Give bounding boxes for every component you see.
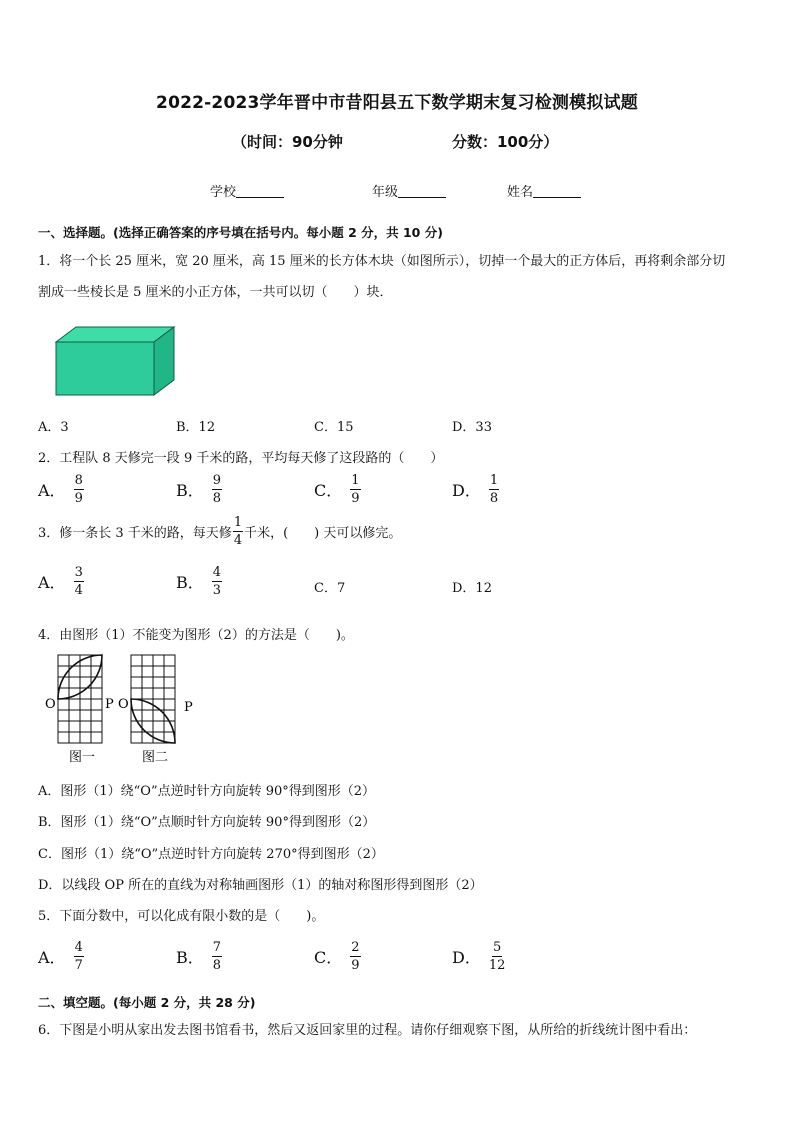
denominator: 12 xyxy=(488,958,506,973)
denominator: 8 xyxy=(212,491,222,506)
numerator: 2 xyxy=(351,940,360,955)
grade-label: 年级 xyxy=(372,185,399,200)
fraction xyxy=(350,474,360,505)
fraction xyxy=(489,941,506,972)
q2-option-b[interactable] xyxy=(176,474,222,505)
section1-heading: 一、选择题。(选择正确答案的序号填在括号内。每小题 2 分，共 10 分) xyxy=(38,225,443,240)
q3-option-a[interactable] xyxy=(38,566,84,597)
q3-option-c[interactable]: C．7 xyxy=(314,581,346,596)
q3-prefix: 3．修一条长 3 千米的路，每天修 xyxy=(38,526,232,541)
fig1-point-o: O xyxy=(45,697,56,712)
numerator: 8 xyxy=(74,473,83,488)
school-field xyxy=(210,181,284,200)
q3-fraction xyxy=(233,516,243,547)
q2-option-c[interactable] xyxy=(314,474,361,505)
option-label: B． xyxy=(176,481,204,500)
fig2-caption: 图二 xyxy=(142,750,169,765)
numerator: 5 xyxy=(492,940,502,955)
fraction xyxy=(212,566,222,597)
denominator: 7 xyxy=(74,958,83,973)
q2-text: 2．工程队 8 天修完一段 9 千米的路，平均每天修了这段路的（ ） xyxy=(38,451,444,466)
fraction xyxy=(74,941,84,972)
q1-option-c[interactable]: C．15 xyxy=(314,420,354,435)
numerator: 1 xyxy=(233,515,243,530)
denominator: 9 xyxy=(351,958,360,973)
option-label: D． xyxy=(452,481,481,500)
q5-option-d[interactable] xyxy=(452,941,505,972)
q1-option-a[interactable]: A．3 xyxy=(38,420,69,435)
denominator: 4 xyxy=(233,533,243,548)
denominator: 8 xyxy=(212,958,222,973)
denominator: 4 xyxy=(74,583,83,598)
school-blank[interactable] xyxy=(236,184,284,198)
denominator: 8 xyxy=(489,491,499,506)
option-label: C． xyxy=(314,948,343,967)
q4-figures xyxy=(42,652,202,770)
cuboid-figure xyxy=(52,322,178,398)
q1-line1: 1．将一个长 25 厘米，宽 20 厘米，高 15 厘米的长方体木块（如图所示），切掉一个最大的正方体后，再将剩余部分切 xyxy=(38,254,726,269)
q1-option-b[interactable]: B．12 xyxy=(176,420,216,435)
q1-option-d[interactable]: D．33 xyxy=(452,420,492,435)
cuboid-front-face xyxy=(56,342,154,395)
numerator: 1 xyxy=(489,473,499,488)
fraction xyxy=(350,941,360,972)
numerator: 7 xyxy=(212,940,222,955)
score-label: 分数：100分） xyxy=(452,133,559,151)
denominator: 9 xyxy=(74,491,83,506)
numerator: 1 xyxy=(351,473,360,488)
fig2-point-p: P xyxy=(184,700,193,715)
numerator: 3 xyxy=(74,565,83,580)
fig1-point-p: P xyxy=(105,697,114,712)
option-label: A． xyxy=(38,948,66,967)
option-label: C． xyxy=(314,481,343,500)
q3-option-b[interactable] xyxy=(176,566,222,597)
fraction xyxy=(74,566,84,597)
fig2-point-o: O xyxy=(118,697,129,712)
numerator: 4 xyxy=(74,940,83,955)
fig1-caption: 图一 xyxy=(69,750,96,765)
q3-option-d[interactable]: D．12 xyxy=(452,581,492,596)
fraction xyxy=(212,474,222,505)
q4-option-b[interactable]: B．图形（1）绕“O”点顺时针方向旋转 90°得到图形（2） xyxy=(38,815,376,830)
q3-suffix: 千米，( ) 天可以修完。 xyxy=(244,526,402,541)
option-label: A． xyxy=(38,573,66,592)
q2-option-a[interactable] xyxy=(38,474,84,505)
grade-blank[interactable] xyxy=(398,184,446,198)
q5-option-c[interactable] xyxy=(314,941,361,972)
q5-option-a[interactable] xyxy=(38,941,84,972)
q6-text: 6．下图是小明从家出发去图书馆看书，然后又返回家里的过程。请你仔细观察下图，从所给的折线统计图中看出： xyxy=(38,1023,697,1038)
q5-text: 5．下面分数中，可以化成有限小数的是（ )。 xyxy=(38,909,325,924)
q4-option-c[interactable]: C．图形（1）绕“O”点逆时针方向旋转 270°得到图形（2） xyxy=(38,847,384,862)
q3-text xyxy=(38,516,401,547)
exam-title: 2022-2023学年晋中市昔阳县五下数学期末复习检测模拟试题 xyxy=(156,93,638,113)
q1-line2: 割成一些棱长是 5 厘米的小正方体，一共可以切（ ）块． xyxy=(38,285,393,300)
fraction xyxy=(212,941,222,972)
numerator: 9 xyxy=(212,473,222,488)
denominator: 3 xyxy=(212,583,222,598)
section2-heading: 二、填空题。(每小题 2 分，共 28 分) xyxy=(38,995,256,1010)
numerator: 4 xyxy=(212,565,222,580)
option-label: A． xyxy=(38,481,66,500)
name-field xyxy=(507,181,581,200)
denominator: 9 xyxy=(351,491,360,506)
q4-option-d[interactable]: D．以线段 OP 所在的直线为对称轴画图形（1）的轴对称图形得到图形（2） xyxy=(38,878,483,893)
fraction xyxy=(74,474,84,505)
time-label: （时间：90分钟 xyxy=(232,133,343,151)
q2-option-d[interactable] xyxy=(452,474,499,505)
name-label: 姓名 xyxy=(507,185,534,200)
grade-field xyxy=(372,181,446,200)
option-label: D． xyxy=(452,948,481,967)
option-label: B． xyxy=(176,573,204,592)
q4-option-a[interactable]: A．图形（1）绕“O”点逆时针方向旋转 90°得到图形（2） xyxy=(38,784,376,799)
option-label: B． xyxy=(176,948,204,967)
fraction xyxy=(489,474,499,505)
q5-option-b[interactable] xyxy=(176,941,222,972)
school-label: 学校 xyxy=(210,185,237,200)
q4-text: 4．由图形（1）不能变为图形（2）的方法是（ )。 xyxy=(38,628,354,643)
name-blank[interactable] xyxy=(533,184,581,198)
